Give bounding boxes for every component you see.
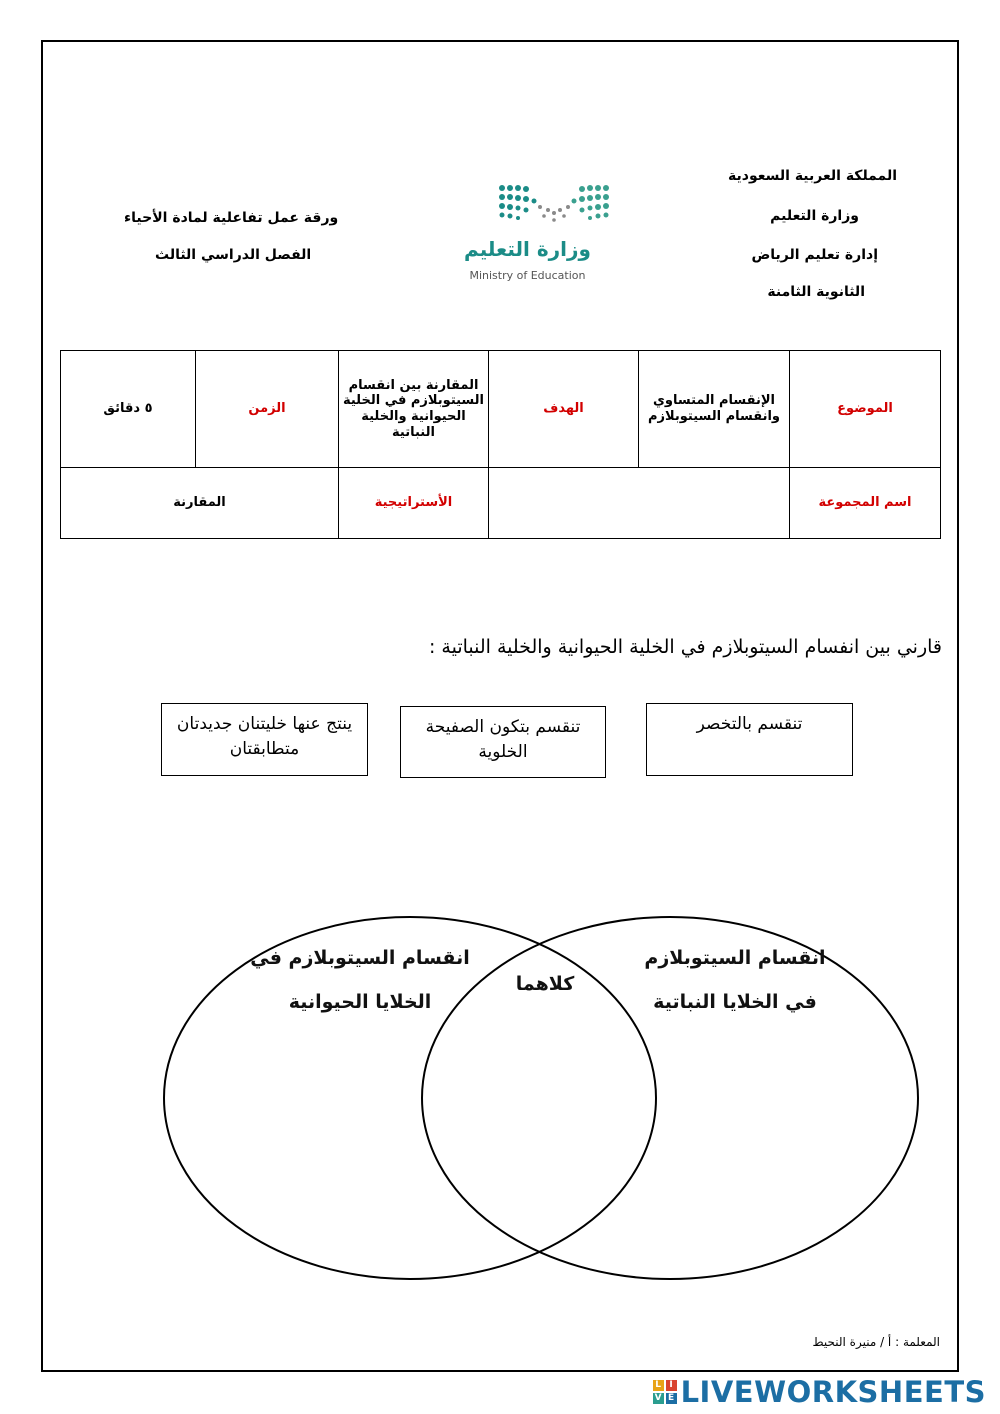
header-semester: الفصل الدراسي الثالث [155,247,312,263]
group-name-field[interactable] [489,468,790,539]
teacher-name: المعلمة : أ / منيرة النحيط [812,1335,940,1349]
group-name-label: اسم المجموعة [790,468,941,539]
header-school: الثانوية الثامنة [767,284,865,300]
header-worksheet-title: ورقة عمل تفاعلية لمادة الأحياء [124,210,339,226]
venn-right-circle[interactable] [422,917,918,1279]
strategy-label: الأستراتيجية [339,468,489,539]
time-label: الزمن [196,351,339,468]
goal-label: الهدف [489,351,639,468]
ministry-logo [440,180,615,285]
venn-right-title-line2: في الخلايا النباتية [653,991,817,1013]
logo-arabic-text: وزارة التعليم [464,237,591,261]
liveworksheets-wordmark: LIVEWORKSHEETS [680,1375,986,1409]
ministry-logo-dots-icon [440,180,615,235]
header-directorate: إدارة تعليم الرياض [751,247,878,263]
venn-center-label: كلاهما [515,973,575,995]
venn-left-title-line1: انقسام السيتوبلازم في [250,947,470,969]
venn-right-title-line1: انقسام السيتوبلازم [644,947,826,969]
venn-left-circle[interactable] [164,917,656,1279]
topic-label: الموضوع [790,351,941,468]
answer-card-cell-plate[interactable]: تنقسم بتكون الصفيحة الخلوية [400,706,606,778]
strategy-value: المقارنة [61,468,339,539]
time-value: ٥ دقائق [61,351,196,468]
question-prompt: قارني بين انفسام السيتوبلازم في الخلية الحيوانية والخلية النباتية : [428,636,942,658]
answer-card-pinching[interactable]: تنقسم بالتخصر [646,703,853,776]
table-row [61,351,941,468]
header-country: المملكة العربية السعودية [728,168,897,184]
answer-card-identical-cells[interactable]: ينتج عنها خليتنان جديدتان متطابقتان [161,703,368,776]
header-ministry: وزارة التعليم [770,208,859,224]
lesson-info-table [60,350,941,539]
venn-left-title-line2: الخلايا الحيوانية [288,991,432,1013]
logo-english-text: Ministry of Education [469,269,586,282]
topic-value: الإنقسام المتساوي وانقسام السيتوبلازم [639,351,790,468]
liveworksheets-brand[interactable] [653,1375,986,1409]
liveworksheets-logo-icon: L I V E [653,1380,677,1404]
goal-value: المقارنة بين انقسام السيتوبلازم في الخلية الحيوانية والخلية النباتية [339,351,489,468]
venn-diagram [150,900,940,1320]
table-row [61,468,941,539]
